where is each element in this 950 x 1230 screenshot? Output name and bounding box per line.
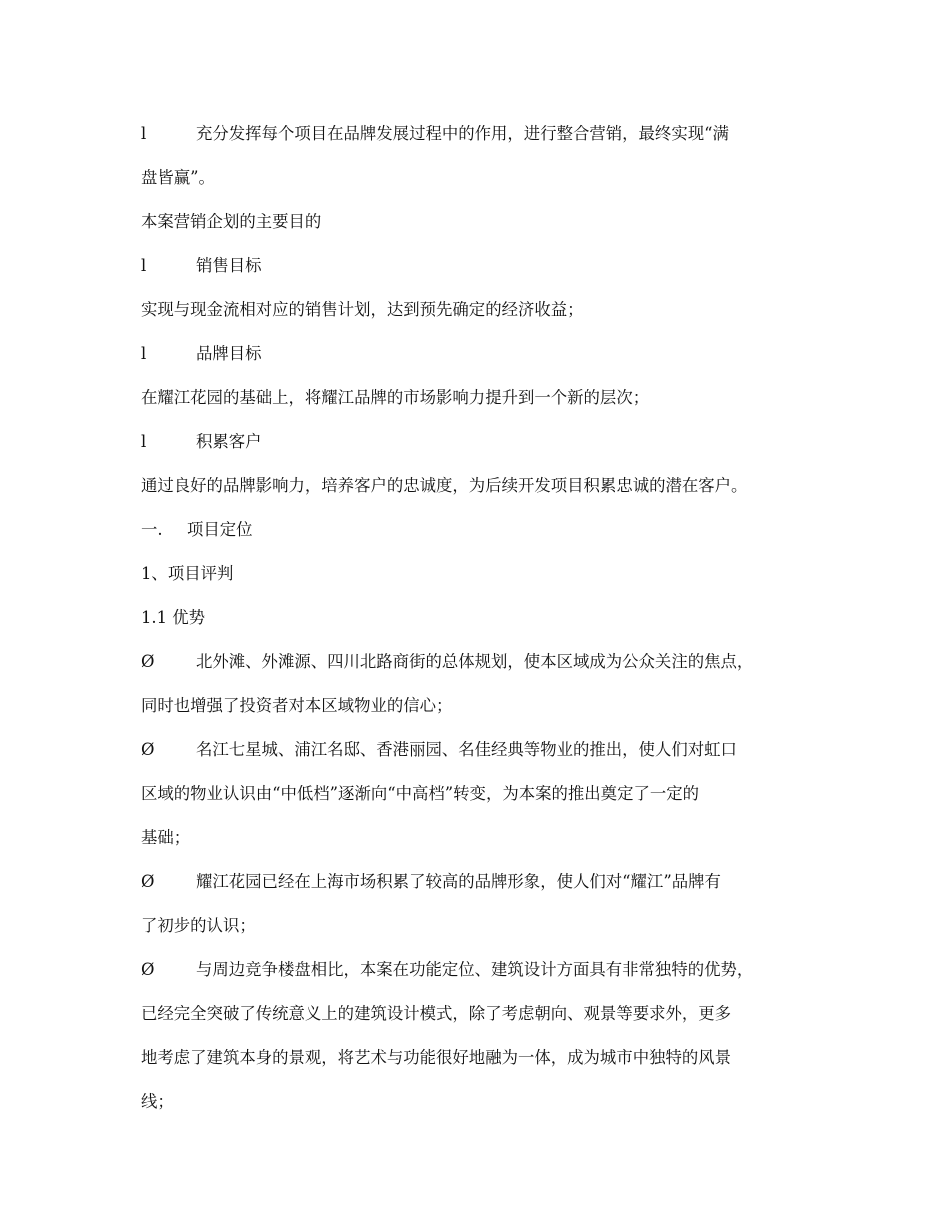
bullet-item-line <box>141 860 830 904</box>
line-text: 了初步的认识； <box>141 916 256 935</box>
bullet-item-line <box>141 420 830 464</box>
line-text: 积累客户 <box>196 432 262 451</box>
paragraph-line <box>141 596 830 640</box>
line-text: 本案营销企划的主要目的 <box>141 212 322 231</box>
heading-number: 一. <box>141 520 163 539</box>
bullet-item-line <box>141 772 830 816</box>
line-text: 在耀江花园的基础上，将耀江品牌的市场影响力提升到一个新的层次； <box>141 388 650 407</box>
bullet-item-line <box>141 332 830 376</box>
bullet-marker: Ø <box>141 652 155 671</box>
line-text: 耀江花园已经在上海市场积累了较高的品牌形象，使人们对“耀江”品牌有 <box>196 872 721 891</box>
paragraph-line <box>141 552 830 596</box>
bullet-item-line <box>141 156 830 200</box>
line-text: 1、项目评判 <box>141 564 234 583</box>
paragraph-line <box>141 376 830 420</box>
line-text: 盘皆赢”。 <box>141 168 215 187</box>
paragraph-line <box>141 200 830 244</box>
bullet-marker: l <box>141 124 147 143</box>
line-text: 同时也增强了投资者对本区域物业的信心； <box>141 696 453 715</box>
line-text: 充分发挥每个项目在品牌发展过程中的作用，进行整合营销，最终实现“满 <box>196 124 729 143</box>
paragraph-line <box>141 464 830 508</box>
bullet-item-line <box>141 728 830 772</box>
bullet-marker: Ø <box>141 740 155 759</box>
bullet-item-line <box>141 992 830 1036</box>
bullet-marker: Ø <box>141 872 155 891</box>
line-text: 与周边竞争楼盘相比，本案在功能定位、建筑设计方面具有非常独特的优势， <box>196 960 754 979</box>
line-text: 区域的物业认识由“中低档”逐渐向“中高档”转变，为本案的推出奠定了一定的 <box>141 784 700 803</box>
bullet-marker: Ø <box>141 960 155 979</box>
bullet-marker: l <box>141 432 147 451</box>
line-text: 名江七星城、浦江名邸、香港丽园、名佳经典等物业的推出，使人们对虹口 <box>196 740 737 759</box>
line-text: 实现与现金流相对应的销售计划，达到预先确定的经济收益； <box>141 300 584 319</box>
line-text: 北外滩、外滩源、四川北路商街的总体规划，使本区域成为公众关注的焦点， <box>196 652 754 671</box>
bullet-item-line <box>141 244 830 288</box>
bullet-item-line <box>141 112 830 156</box>
line-text: 品牌目标 <box>196 344 262 363</box>
line-text: 项目定位 <box>187 520 253 539</box>
line-text: 地考虑了建筑本身的景观，将艺术与功能很好地融为一体，成为城市中独特的风景 <box>141 1048 732 1067</box>
bullet-item-line <box>141 684 830 728</box>
document-body <box>141 112 830 1124</box>
bullet-item-line <box>141 1080 830 1124</box>
bullet-item-line <box>141 948 830 992</box>
bullet-marker: l <box>141 344 147 363</box>
bullet-item-line <box>141 640 830 684</box>
bullet-item-line <box>141 816 830 860</box>
line-text: 1.1 优势 <box>141 608 206 627</box>
section-heading <box>141 508 830 552</box>
paragraph-line <box>141 288 830 332</box>
line-text: 线； <box>141 1092 174 1111</box>
line-text: 销售目标 <box>196 256 262 275</box>
line-text: 通过良好的品牌影响力，培养客户的忠诚度，为后续开发项目积累忠诚的潜在客户。 <box>141 476 748 495</box>
line-text: 已经完全突破了传统意义上的建筑设计模式，除了考虑朝向、观景等要求外，更多 <box>141 1004 732 1023</box>
line-text: 基础； <box>141 828 191 847</box>
bullet-item-line <box>141 1036 830 1080</box>
bullet-marker: l <box>141 256 147 275</box>
bullet-item-line <box>141 904 830 948</box>
